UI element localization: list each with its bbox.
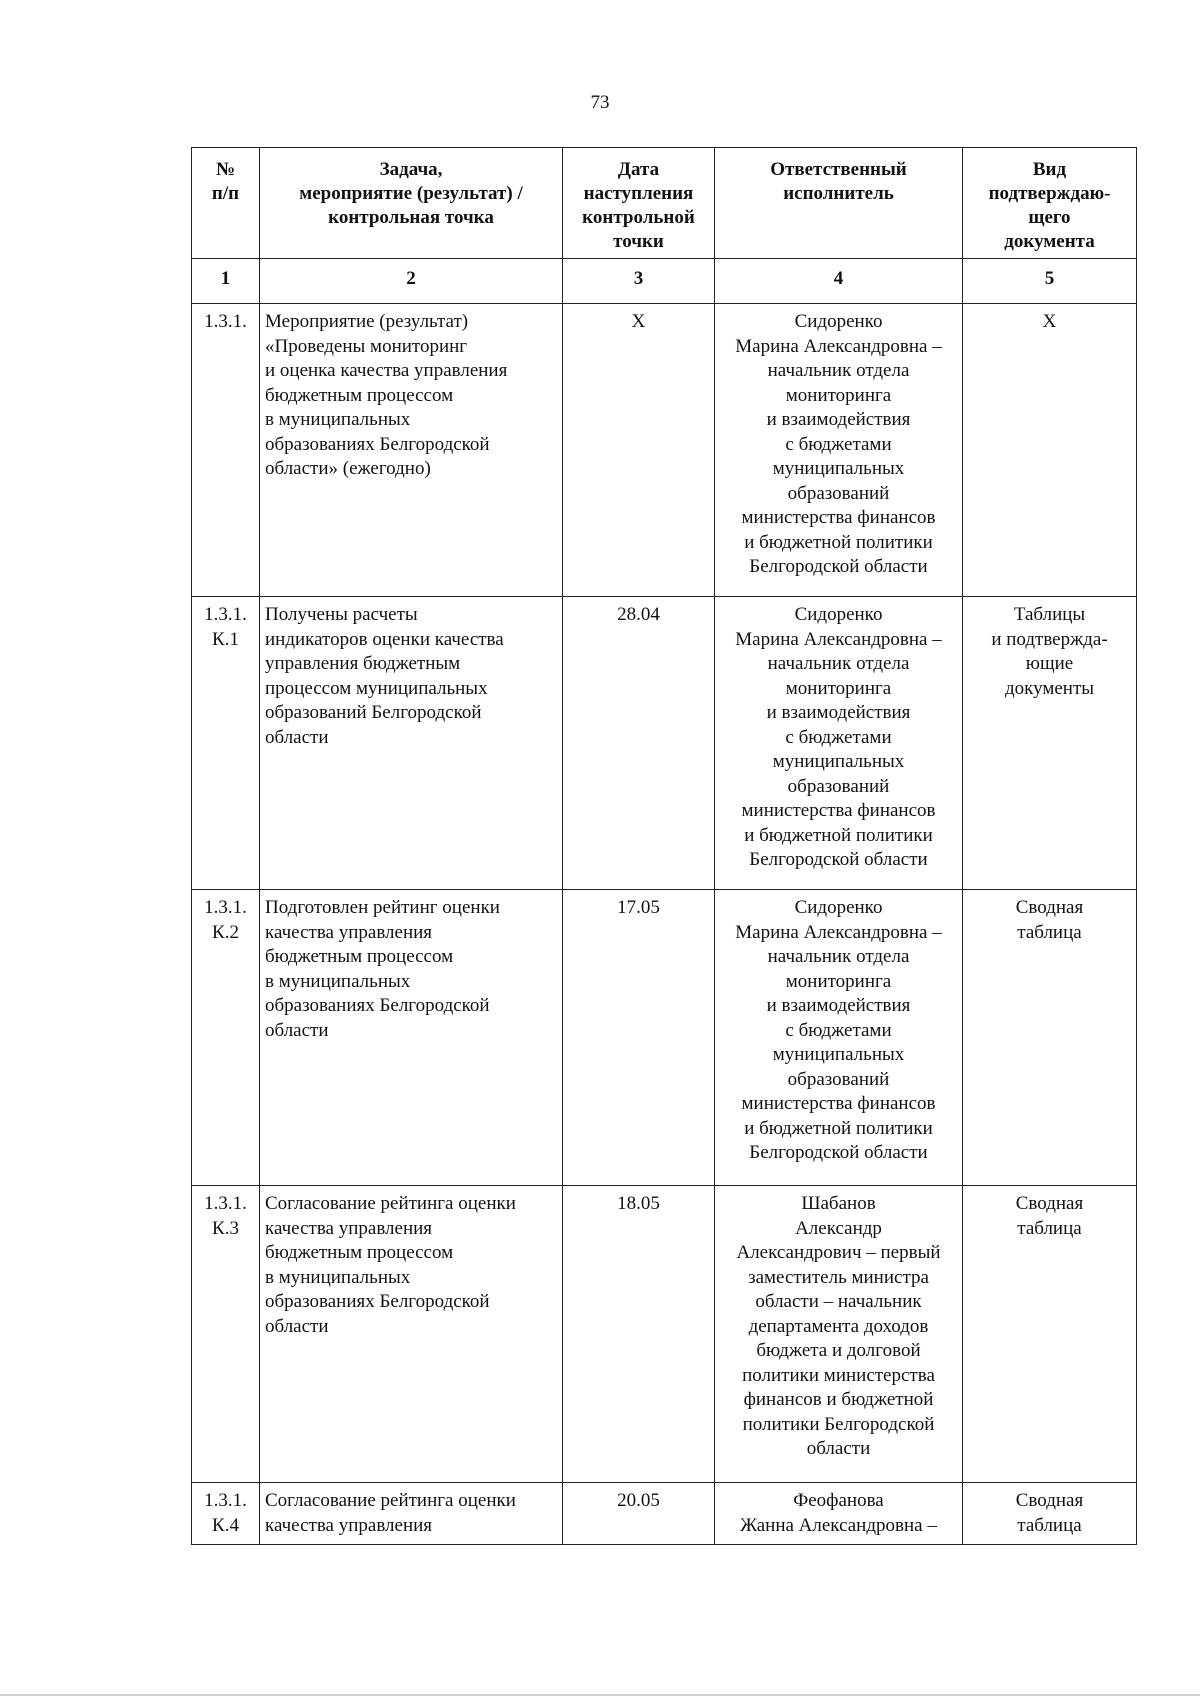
table-row (192, 1483, 1137, 1545)
column-number: 1 (192, 259, 260, 304)
row-date: Х (563, 304, 715, 597)
row-code: 1.3.1. К.2 (192, 890, 260, 1186)
row-document: Х (963, 304, 1137, 597)
row-responsible: Сидоренко Марина Александровна – начальник отдела мониторинга и взаимодействия с бюджетами муниципальных образований министерства финансов и бюджетной политики Белгородской области (715, 304, 963, 597)
row-task: Подготовлен рейтинг оценки качества управления бюджетным процессом в муниципальных образованиях Белгородской области (260, 890, 563, 1186)
header-row (192, 148, 1137, 259)
row-task: Получены расчеты индикаторов оценки качества управления бюджетным процессом муниципальных образований Белгородской области (260, 597, 563, 890)
row-document: Таблицы и подтвержда- ющие документы (963, 597, 1137, 890)
row-responsible: Сидоренко Марина Александровна – начальник отдела мониторинга и взаимодействия с бюджетами муниципальных образований министерства финансов и бюджетной политики Белгородской области (715, 597, 963, 890)
column-number: 2 (260, 259, 563, 304)
row-code: 1.3.1. К.4 (192, 1483, 260, 1545)
row-task: Согласование рейтинга оценки качества управления бюджетным процессом в муниципальных образованиях Белгородской области (260, 1186, 563, 1483)
row-responsible: Шабанов Александр Александрович – первый заместитель министра области – начальник департамента доходов бюджета и долговой политики министерства финансов и бюджетной политики Белгородской области (715, 1186, 963, 1483)
row-date: 17.05 (563, 890, 715, 1186)
column-number: 4 (715, 259, 963, 304)
page-number: 73 (590, 92, 610, 113)
row-document: Сводная таблица (963, 1186, 1137, 1483)
header-task: Задача, мероприятие (результат) / контрольная точка (260, 148, 563, 259)
table-row (192, 597, 1137, 890)
row-responsible: Сидоренко Марина Александровна – начальник отдела мониторинга и взаимодействия с бюджетами муниципальных образований министерства финансов и бюджетной политики Белгородской области (715, 890, 963, 1186)
control-points-table (191, 147, 1137, 1545)
header-date: Дата наступления контрольной точки (563, 148, 715, 259)
column-number: 3 (563, 259, 715, 304)
header-responsible: Ответственный исполнитель (715, 148, 963, 259)
row-task: Мероприятие (результат) «Проведены мониторинг и оценка качества управления бюджетным процессом в муниципальных образованиях Белгородской области» (ежегодно) (260, 304, 563, 597)
row-code: 1.3.1. К.3 (192, 1186, 260, 1483)
scan-bottom-edge (0, 1694, 1200, 1696)
row-task: Согласование рейтинга оценки качества управления (260, 1483, 563, 1545)
row-responsible: Феофанова Жанна Александровна – (715, 1483, 963, 1545)
row-code: 1.3.1. К.1 (192, 597, 260, 890)
table-row (192, 1186, 1137, 1483)
table-row (192, 304, 1137, 597)
row-date: 18.05 (563, 1186, 715, 1483)
row-document: Сводная таблица (963, 1483, 1137, 1545)
header-document: Вид подтверждаю- щего документа (963, 148, 1137, 259)
header-number: № п/п (192, 148, 260, 259)
row-code: 1.3.1. (192, 304, 260, 597)
table-row (192, 890, 1137, 1186)
column-number-row (192, 259, 1137, 304)
row-date: 20.05 (563, 1483, 715, 1545)
column-number: 5 (963, 259, 1137, 304)
row-date: 28.04 (563, 597, 715, 890)
row-document: Сводная таблица (963, 890, 1137, 1186)
